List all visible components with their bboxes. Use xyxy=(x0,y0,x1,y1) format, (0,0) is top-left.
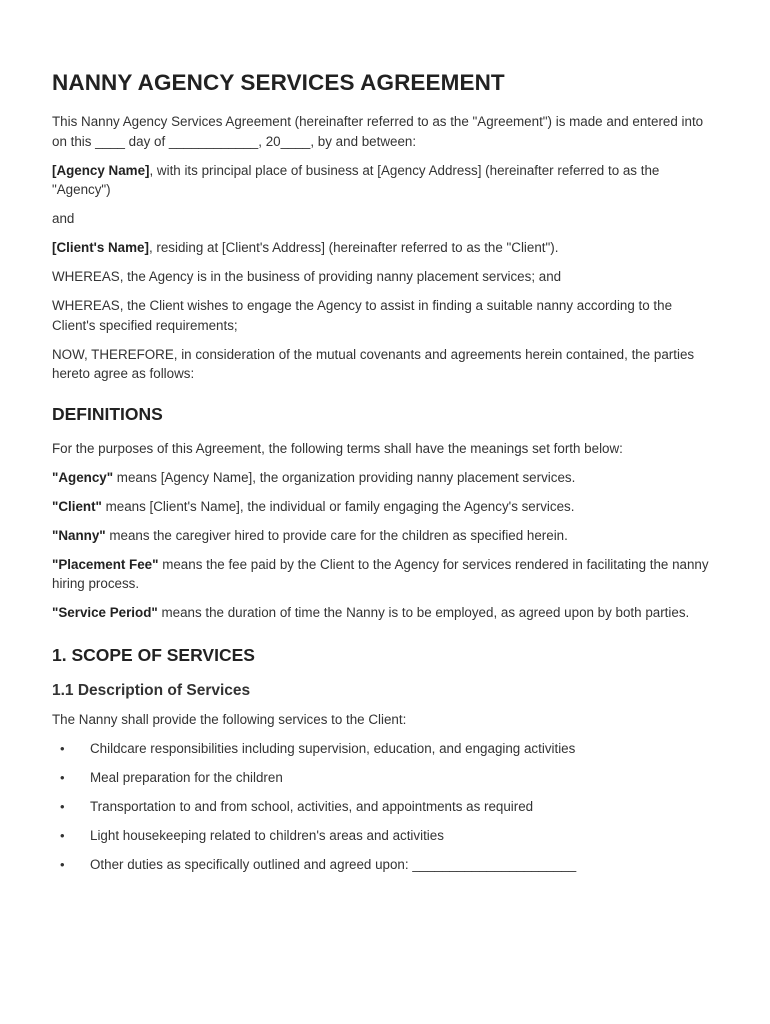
definition-text: means the fee paid by the Client to the Agency for services rendered in facilitating the nanny hiring process. xyxy=(52,556,709,591)
definition-text: means the caregiver hired to provide care for the children as specified herein. xyxy=(105,527,568,543)
definition-term: "Client" xyxy=(52,498,102,514)
definitions-heading: DEFINITIONS xyxy=(52,403,163,424)
list-item-text: Light housekeeping related to children's areas and activities xyxy=(90,827,444,843)
list-item-text: Meal preparation for the children xyxy=(90,769,283,785)
definition-placement-fee xyxy=(52,555,718,594)
list-item-text: Childcare responsibilities including supervision, education, and engaging activities xyxy=(90,740,576,756)
definition-term: "Service Period" xyxy=(52,605,158,620)
definition-service-period xyxy=(52,603,718,623)
agency-party-paragraph xyxy=(52,161,718,200)
bullet-icon: • xyxy=(60,827,65,843)
definition-term: "Agency" xyxy=(52,469,114,485)
client-party-text: , residing at [Client's Address] (hereinafter referred to as the "Client"). xyxy=(148,240,559,255)
list-item-text: Transportation to and from school, activities, and appointments as required xyxy=(90,798,534,814)
agency-name-placeholder: [Agency Name] xyxy=(52,162,150,178)
bullet-icon: • xyxy=(60,740,65,756)
definitions-intro: For the purposes of this Agreement, the following terms shall have the meanings set forth below: xyxy=(52,440,623,456)
client-name-placeholder: [Client's Name] xyxy=(52,240,149,255)
bullet-icon: • xyxy=(60,798,65,814)
agency-party-text: , with its principal place of business at [Agency Address] (hereinafter referred to as the "Agency") xyxy=(52,162,660,197)
whereas-clause-2: WHEREAS, the Client wishes to engage the Agency to assist in finding a suitable nanny according to the Client's specified requirements; xyxy=(52,298,673,333)
list-item xyxy=(52,855,718,875)
list-item xyxy=(52,739,718,759)
list-item-text: Other duties as specifically outlined and agreed upon: ______________________ xyxy=(90,856,577,872)
definition-agency xyxy=(52,468,718,488)
list-item xyxy=(52,768,718,788)
document-title: NANNY AGENCY SERVICES AGREEMENT xyxy=(52,70,505,95)
definition-text: means the duration of time the Nanny is to be employed, as agreed upon by both parties. xyxy=(157,605,690,620)
definition-term: "Nanny" xyxy=(52,527,106,543)
definition-term: "Placement Fee" xyxy=(52,556,159,572)
intro-paragraph: This Nanny Agency Services Agreement (hereinafter referred to as the "Agreement") is made and entered into on this ____ day of ____________, 20____, by and between: xyxy=(52,114,704,149)
bullet-icon: • xyxy=(60,769,65,785)
services-list xyxy=(52,739,718,875)
services-subheading: 1.1 Description of Services xyxy=(52,681,251,699)
and-text: and xyxy=(52,211,75,226)
scope-heading: 1. SCOPE OF SERVICES xyxy=(52,644,255,665)
client-party-paragraph xyxy=(52,238,718,258)
definition-text: means [Agency Name], the organization providing nanny placement services. xyxy=(113,469,576,485)
list-item xyxy=(52,797,718,817)
definition-text: means [Client's Name], the individual or family engaging the Agency's services. xyxy=(101,498,575,514)
definition-nanny xyxy=(52,526,718,546)
list-item xyxy=(52,826,718,846)
services-intro: The Nanny shall provide the following services to the Client: xyxy=(52,711,407,727)
whereas-clause-1: WHEREAS, the Agency is in the business of providing nanny placement services; and xyxy=(52,269,562,284)
bullet-icon: • xyxy=(60,856,65,872)
now-therefore-clause: NOW, THEREFORE, in consideration of the mutual covenants and agreements herein contained, the parties hereto agree as follows: xyxy=(52,346,695,381)
definition-client xyxy=(52,497,718,517)
